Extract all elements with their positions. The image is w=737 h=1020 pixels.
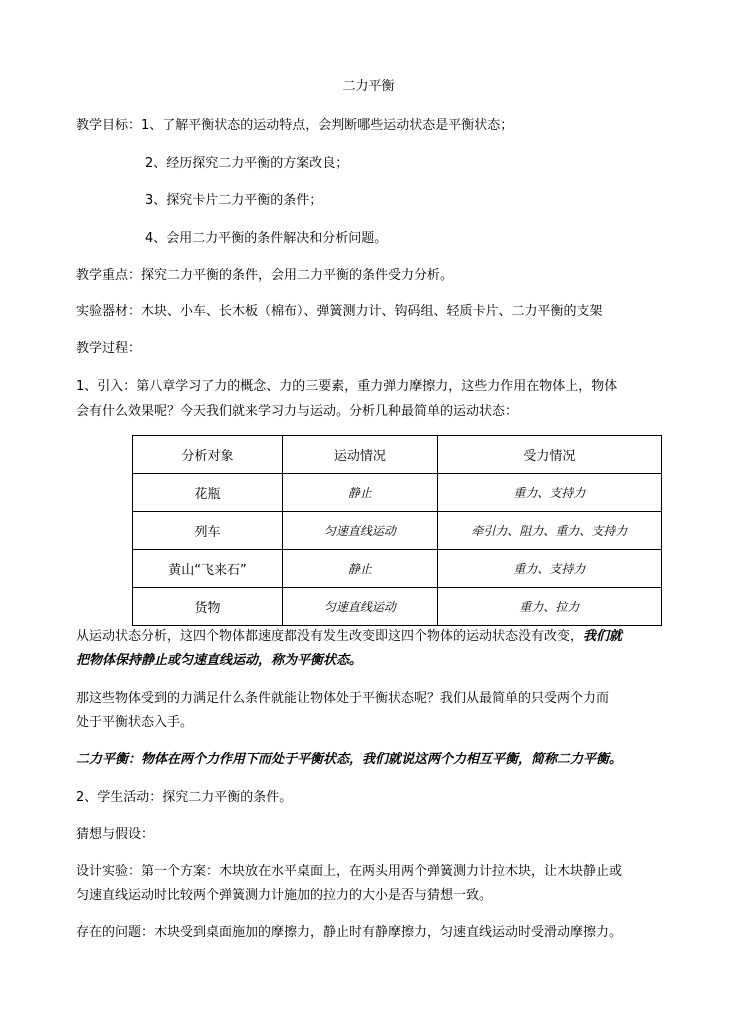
goal-item-2: 2、经历探究二力平衡的方案改良； bbox=[145, 156, 349, 171]
analysis-table bbox=[132, 435, 662, 626]
equipment: 实验器材：木块、小车、长木板（棉布）、弹簧测力计、钩码组、轻质卡片、二力平衡的支架 bbox=[76, 304, 603, 319]
table-cell-object: 货物 bbox=[133, 588, 283, 626]
design-line-1: 设计实验：第一个方案：木块放在水平桌面上，在两头用两个弹簧测力计拉木块，让木块静止或 bbox=[76, 864, 623, 879]
table-cell-object: 黄山“飞来石” bbox=[133, 550, 283, 588]
table-header-row bbox=[133, 436, 662, 474]
table-cell-motion: 匀速直线运动 bbox=[282, 512, 437, 550]
design-line-2: 匀速直线运动时比较两个弹簧测力计施加的拉力的大小是否与猜想一致。 bbox=[76, 888, 493, 903]
goals-row-1 bbox=[76, 117, 513, 135]
intro-line-2: 会有什么效果呢？今天我们就来学习力与运动。分析几种最简单的运动状态： bbox=[76, 404, 519, 419]
process-label: 教学过程： bbox=[76, 341, 142, 356]
problem: 存在的问题：木块受到桌面施加的摩擦力，静止时有静摩擦力，匀速直线运动时受滑动摩擦力。 bbox=[76, 925, 623, 940]
table-header-cell: 受力情况 bbox=[437, 436, 661, 474]
table-cell-object: 列车 bbox=[133, 512, 283, 550]
table-cell-motion: 匀速直线运动 bbox=[282, 588, 437, 626]
goal-item-4: 4、会用二力平衡的条件解决和分析问题。 bbox=[145, 231, 388, 246]
analysis-normal-text: 从运动状态分析，这四个物体都速度都没有发生改变即这四个物体的运动状态没有改变， bbox=[76, 629, 584, 644]
intro-line-1: 1、引入：第八章学习了力的概念、力的三要素，重力弹力摩擦力，这些力作用在物体上，物体 bbox=[76, 379, 618, 394]
table-cell-force: 牵引力、阻力、重力、支持力 bbox=[437, 512, 661, 550]
goal-item-3: 3、探究卡片二力平衡的条件； bbox=[145, 193, 323, 208]
table-row bbox=[133, 550, 662, 588]
question-line-1: 那这些物体受到的力满足什么条件就能让物体处于平衡状态呢？我们从最简单的只受两个力而 bbox=[76, 691, 610, 706]
activity: 2、学生活动：探究二力平衡的条件。 bbox=[76, 790, 293, 805]
goals-label: 教学目标： bbox=[76, 118, 142, 133]
definition: 二力平衡：物体在两个力作用下而处于平衡状态，我们就说这两个力相互平衡，简称二力平衡。 bbox=[76, 752, 623, 767]
table-header-cell: 运动情况 bbox=[282, 436, 437, 474]
table-row bbox=[133, 474, 662, 512]
table-cell-object: 花瓶 bbox=[133, 474, 283, 512]
goal-item-1: 1、了解平衡状态的运动特点，会判断哪些运动状态是平衡状态； bbox=[141, 118, 514, 133]
table-cell-motion: 静止 bbox=[282, 474, 437, 512]
table-row bbox=[133, 512, 662, 550]
question-line-2: 处于平衡状态入手。 bbox=[76, 715, 194, 730]
analysis-line-2: 把物体保持静止或匀速直线运动，称为平衡状态。 bbox=[76, 653, 363, 668]
table-cell-force: 重力、支持力 bbox=[437, 550, 661, 588]
table-row bbox=[133, 588, 662, 626]
analysis-bold-text: 我们就 bbox=[583, 629, 623, 644]
key-point: 教学重点：探究二力平衡的条件，会用二力平衡的条件受力分析。 bbox=[76, 268, 454, 283]
table-cell-force: 重力、支持力 bbox=[437, 474, 661, 512]
table-cell-motion: 静止 bbox=[282, 550, 437, 588]
analysis-line-1 bbox=[76, 628, 622, 646]
table-header-cell: 分析对象 bbox=[133, 436, 283, 474]
doc-title: 二力平衡 bbox=[342, 79, 395, 94]
table-cell-force: 重力、拉力 bbox=[437, 588, 661, 626]
hypothesis: 猜想与假设： bbox=[76, 827, 155, 842]
